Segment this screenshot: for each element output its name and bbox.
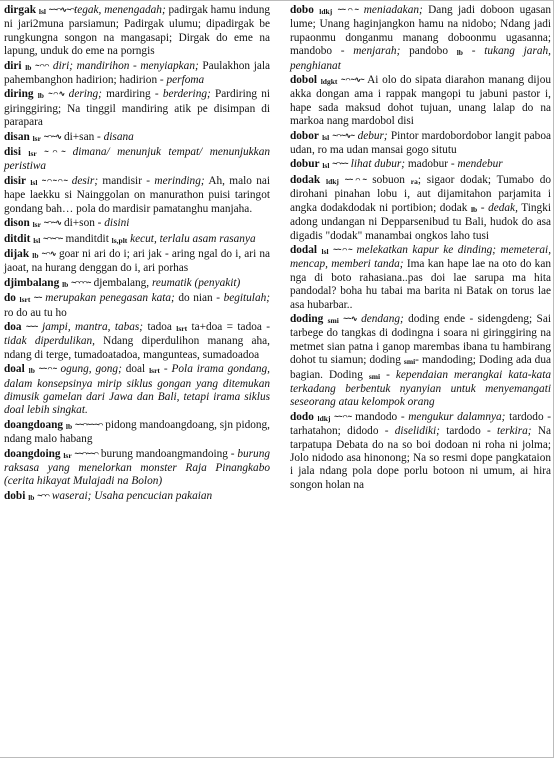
entry-definition-text: reumatik (penyakit) [151, 276, 241, 289]
right-column [290, 3, 551, 492]
entry-definition-text: sobuon [366, 173, 411, 186]
entry-definition-text: merupakan penegasan kata; [41, 292, 175, 305]
entry-definition-text: Paulakhon jala pahembanghon hadirion; hadirion - [4, 59, 270, 87]
entry-definition-text: disini [104, 217, 130, 230]
entry-dialect-tag: lsl [38, 7, 46, 16]
entry-definition-text: Ndang diperdulihon manang aha, ndang di terge, tumadoatadoa, mangunteas, sumadoadoa [4, 335, 270, 361]
entry-dialect-tag: lb [62, 279, 69, 289]
entry-definition-text: manditdit [62, 232, 112, 245]
entry-dialect-tag: lb [28, 492, 35, 502]
entry-headword: dobi [4, 489, 26, 502]
batak-script: ~~⌒~ [334, 411, 352, 421]
batak-script: ~~⌒~~⌒ [74, 448, 99, 458]
entry-definition-text: doding ende - sidengdeng; Sai tarbege do tangkas di dodingna i soara ni giringgiring na metmet sian patna i ganop marembas ibana tu hambirang dohot tu siamun; doding [290, 312, 551, 367]
entry-definition-text: kecut, terlalu asam rasanya [127, 232, 256, 245]
entry-dialect-tag: lsrt [176, 323, 188, 333]
entry-dialect-tag: lsr [32, 220, 41, 230]
dictionary-entry [4, 59, 270, 88]
batak-script: ~~⌒~ [38, 364, 57, 374]
batak-script: ~~⌒~ [337, 5, 359, 14]
entry-definition-text: do nian - [174, 292, 224, 305]
entry-definition-text: lihat dubur; [347, 158, 406, 171]
entry-headword: disi [4, 146, 21, 159]
entry-definition-text: waserai; Usaha pencucian pakaian [49, 489, 213, 502]
entry-definition-text: doal [121, 363, 150, 376]
entry-definition-text: - mandoding; Doding ada dua bagian. Doding [290, 354, 551, 381]
entry-dialect-tag: lb [28, 366, 35, 376]
dictionary-entry [4, 276, 270, 291]
entry-definition-text: madobur - [405, 158, 458, 171]
dictionary-entry [290, 243, 551, 312]
entry-dialect-tag: lb [37, 91, 44, 101]
entry-definition-text: padirgak hamu indung ni jari2muna parsiamun; Padirgak ulumu; dipadirgak be rungkungna songon na mangasapi; Dirgak do eme na lapung, unduk do eme na porngis [4, 4, 270, 58]
dictionary-entry [4, 216, 270, 231]
entry-dialect-tag: lsrt [149, 366, 160, 376]
entry-dialect-tag: lb [470, 204, 478, 214]
dictionary-entry [4, 174, 270, 216]
entry-definition-text: mardiring - [101, 88, 163, 101]
entry-definition-text: tardodo - [439, 425, 498, 438]
entry-dialect-tag: smi [368, 371, 381, 381]
entry-definition-text: mandodo - [351, 410, 409, 423]
entry-definition-text: pandobo [400, 45, 457, 58]
entry-headword: djimbalang [4, 276, 60, 289]
entry-headword: disan [4, 130, 30, 143]
entry-dialect-tag: lsr [63, 450, 72, 460]
entry-dialect-tag: lsl [322, 132, 330, 142]
entry-definition-text: desir; [67, 174, 99, 187]
entry-dialect-tag: lsl [30, 177, 38, 187]
entry-headword: dobol [290, 74, 318, 87]
batak-script: ~⌒~⌒~ [43, 233, 63, 243]
entry-definition-text: Ima kan hape lae na oto do kan nga di boto rahasiana..pas doi lae sarupa ma hita pandodal? boha hu tabai ma barita ni Batak on torus lae asa hubarbar.. [290, 258, 551, 311]
batak-script: ~⌒~∿ [43, 218, 62, 228]
dictionary-entry [4, 447, 270, 489]
entry-definition-text: ogung, gong; [56, 363, 122, 376]
dictionary-entry [4, 130, 270, 145]
batak-script: ~~ [33, 293, 42, 303]
batak-script: ~⌒⌒⌒~ [71, 277, 91, 287]
entry-definition-text: di+san - [61, 130, 104, 143]
batak-script: ~⌒~∿~ [332, 130, 355, 140]
entry-definition-text: di+son - [61, 217, 105, 230]
entry-definition-text: dering; [64, 88, 102, 101]
dictionary-entry [4, 362, 270, 418]
entry-definition-text: Pintor mardobordobor langit paboa udan, ro ma udan mansai gogo situtu [290, 129, 551, 157]
entry-definition-text: - [477, 201, 489, 214]
dictionary-entry [4, 418, 270, 447]
entry-dialect-tag: ldkj [319, 7, 333, 16]
batak-script: ~⌒⌒ [35, 60, 50, 70]
entry-definition-text: - [380, 368, 396, 381]
entry-dialect-tag: ldkj [326, 176, 339, 186]
dictionary-entry [4, 3, 270, 59]
dictionary-entry [290, 129, 551, 158]
entry-definition-text: tardodo - tarhatahon; didodo - [290, 410, 552, 438]
entry-dialect-tag: lsl [321, 246, 329, 256]
dictionary-entry [4, 247, 270, 276]
entry-headword: dobo [290, 4, 314, 16]
entry-definition-text: djembalang, [90, 276, 152, 289]
entry-definition-text: Ai olo do sipata diarahon manang dijou akka dongan ama i rappak mangopi tu jabuni pastor i, hape sada maksud dohot tujuan, unang lalap do na markoa nang mardobol disi [290, 74, 551, 128]
entry-headword: dirgak [4, 4, 37, 16]
entry-definition-text: Pola irama gondang, dalam konsepsinya mirip siklus gongan yang ditemukan dimusik gamelan dari Jawa dan Bali, tetapi irama siklus doal lebih singkat. [4, 363, 270, 417]
entry-dialect-tag: lsrt [19, 295, 31, 305]
dictionary-entry [4, 87, 270, 129]
entry-dialect-tag: ldgkt [320, 77, 338, 87]
entry-definition-text: berdering; [162, 88, 211, 101]
entry-definition-text: tukang jarah, penghianat [290, 45, 551, 72]
entry-definition-text: dimana/ menunjuk tempat/ menunjukkan peristiwa [4, 146, 270, 173]
entry-dialect-tag: lsl [33, 235, 41, 245]
batak-script: ~⌒∿ [48, 89, 65, 99]
entry-headword: dobor [290, 129, 319, 142]
entry-headword: doangdoang [4, 418, 64, 431]
batak-script: ~~⌒~ [344, 174, 367, 184]
dictionary-entry [290, 410, 551, 492]
batak-script: ~~⌒~~~⌒ [74, 419, 103, 429]
entry-dialect-tag: ra [410, 176, 418, 186]
entry-definition-text: Ah, malo nai hape laekku si Nainggolan on manurathon puisi taringot gondang bah… pola do mardisir pamatanghu manjaha. [4, 174, 271, 215]
entry-definition-text: terkira; [497, 425, 532, 438]
entry-headword: doal [4, 363, 25, 376]
batak-script: ~⌒~∿~ [341, 75, 365, 85]
dictionary-entry [4, 232, 270, 247]
dictionary-entry [290, 312, 551, 410]
dictionary-entry [4, 291, 270, 320]
entry-headword: disir [4, 174, 26, 187]
entry-dialect-tag: lb [456, 48, 463, 58]
batak-script: ~⌒~⌒~ [41, 175, 68, 185]
entry-definition-text: ro do au tu ho [4, 306, 67, 319]
entry-definition-text: mandisir - [98, 174, 155, 187]
batak-script: ~⌒~ [44, 147, 66, 157]
entry-definition-text: kependaian merangkai kata-kata terkadang berbentuk nyanyian untuk menyemangati seseorang atau kelompok orang [290, 368, 551, 409]
entry-definition-text: disana [103, 130, 134, 143]
batak-script: ~⌒∿ [41, 248, 56, 258]
entry-headword: dobur [290, 158, 320, 171]
entry-definition-text: Tingki adong undangan ni Depparsenibud tu Bali, hudok do asa digadis "dodak" manambai ongkos laho tusi [290, 201, 551, 242]
entry-definition-text: ; sigaor dodak; Tumabo do dirohani pinahan lobu i, aut dijamitahon parjamita i angka dodakdodak ni portibion; dodak [290, 173, 551, 214]
entry-definition-text: debur; [354, 129, 388, 142]
entry-definition-text: ta+doa = tadoa - [187, 320, 271, 333]
entry-definition-text: mengukur dalamnya; [408, 410, 506, 423]
entry-definition-text: melekatkan kapur ke dinding; memeterai, mencap, memberi tanda; [290, 243, 552, 271]
entry-dialect-tag: ldkj [317, 413, 331, 423]
entry-headword: do [4, 292, 16, 305]
entry-definition-text: mendebur [457, 158, 503, 171]
entry-definition-text: tadoa [143, 320, 177, 333]
entry-headword: doding [290, 312, 324, 325]
entry-definition-text: tegak, menengadah; [74, 4, 166, 16]
entry-headword: ditdit [4, 232, 31, 245]
entry-definition-text: tidak diperdulikan, [4, 335, 95, 348]
entry-definition-text: Dang jadi doboon ugasan lume; Unang haginjangkon hamu na nidobo; Ndang jadi rupaonmu donganmu manang doboonmu ugasanna; mandobo - [290, 4, 551, 58]
left-column [4, 3, 270, 504]
entry-headword: doa [4, 320, 22, 333]
batak-script: ~⌒~~ [332, 159, 348, 169]
entry-definition-text: merinding; [154, 174, 205, 187]
batak-script: ~⌒~∿ [43, 131, 62, 141]
entry-definition-text: Na tarpatupa Debata do na so boi dodoan ni roha ni jolma; Jolo nidodo asa hinonong; Na so resmi dope pangkataion i jala ndang pola dope porlu botoon ni umum, ai hira songon holan na [290, 425, 551, 491]
entry-dialect-tag: lb [32, 250, 39, 260]
entry-dialect-tag: ls,plt [111, 235, 128, 245]
batak-script: ~~∿ [343, 313, 357, 323]
dictionary-entry [290, 73, 551, 129]
entry-definition-text: diri; mandirihon - menyiapkan; [49, 59, 199, 72]
entry-definition-text: perfoma [166, 74, 205, 87]
dictionary-entry [290, 173, 551, 243]
entry-dialect-tag: lsl [322, 161, 330, 171]
entry-definition-text: diselidiki; [394, 425, 440, 438]
entry-dialect-tag: smi [403, 357, 416, 367]
entry-dialect-tag: lb [65, 421, 73, 431]
dictionary-entry [290, 3, 551, 73]
entry-headword: dison [4, 217, 30, 230]
entry-definition-text: - [462, 45, 485, 58]
dictionary-entry [290, 157, 551, 172]
entry-dialect-tag: lb [25, 62, 32, 72]
entry-headword: dodal [290, 243, 318, 256]
entry-headword: diring [4, 88, 34, 101]
entry-headword: dijak [4, 247, 30, 260]
entry-definition-text: menjarah; [353, 45, 401, 58]
entry-headword: diri [4, 59, 22, 72]
entry-definition-text: goar ni ari do i; ari jak - aring ngal do i, ari na jaoat, na hurang denggan do i, ari porhas [4, 247, 271, 275]
batak-script: ~~⌒∿~⌒ [48, 5, 75, 14]
dictionary-entry [4, 320, 270, 362]
dictionary-entry [4, 145, 270, 174]
entry-definition-text: pidong mandoangdoang, sjn pidong, ndang malo habang [4, 418, 271, 446]
entry-definition-text: meniadakan; [358, 4, 423, 16]
entry-definition-text: burung mandoangmandoing - [98, 447, 238, 460]
entry-definition-text: dendang; [356, 312, 404, 325]
entry-headword: doangdoing [4, 447, 61, 460]
batak-script: ~⌒⌒ [37, 490, 50, 500]
batak-script: ~~⌒~ [333, 244, 353, 254]
entry-definition-text: jampi, mantra, tabas; [37, 320, 144, 333]
batak-script: ~~~ [25, 321, 38, 331]
entry-dialect-tag: lsr [28, 149, 37, 159]
entry-headword: dodo [290, 410, 314, 423]
entry-dialect-tag: lsr [32, 133, 41, 143]
entry-definition-text: Pardiring ni giringgiring; Na tinggil mandiring atik pe disimpan di parapara [4, 88, 270, 129]
entry-dialect-tag: smi [327, 315, 339, 325]
entry-headword: dodak [290, 173, 321, 186]
entry-definition-text: - [159, 363, 172, 376]
entry-definition-text: dedak, [488, 201, 518, 214]
dictionary-entry [4, 489, 270, 504]
entry-definition-text: begitulah; [223, 292, 270, 305]
entry-definition-text: burung raksasa yang menelorkan monster Raja Pinangkabo (cerita hikayat Mulajadi na Bolon) [4, 447, 270, 488]
